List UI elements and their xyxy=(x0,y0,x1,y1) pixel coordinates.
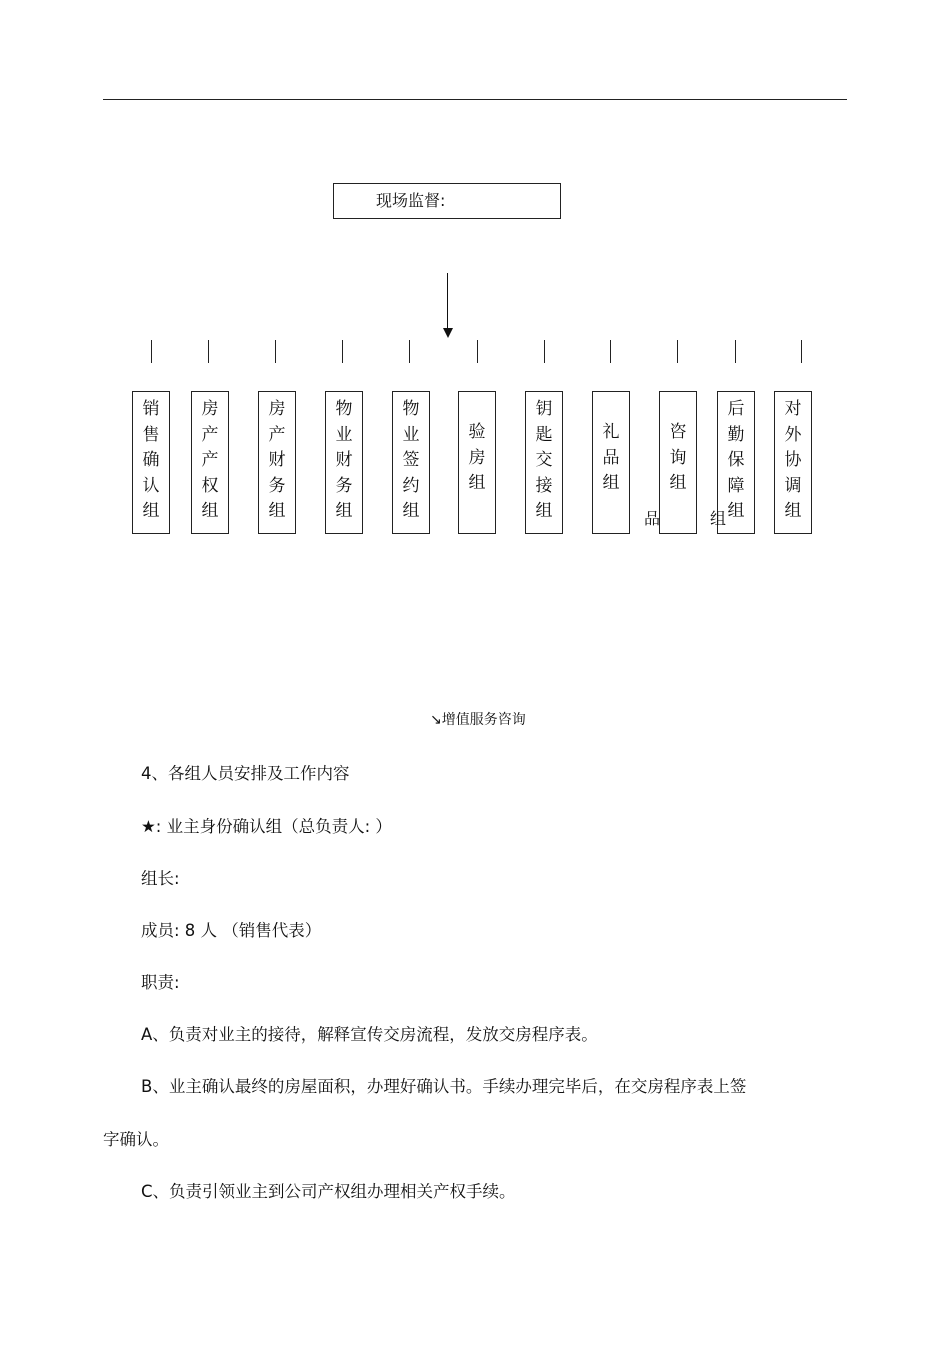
connector-tick xyxy=(677,340,678,363)
down-arrow-icon xyxy=(443,328,453,338)
leader-label: 组长: xyxy=(141,869,180,888)
group-box-property-title xyxy=(191,391,229,534)
stray-label: 品 xyxy=(644,509,661,528)
connector-tick xyxy=(275,340,276,363)
duty-a: A、负责对业主的接待，解释宣传交房流程，发放交房程序表。 xyxy=(141,1025,598,1044)
group-box-management-finance xyxy=(325,391,363,534)
duty-b-line2: 字确认。 xyxy=(103,1130,169,1149)
down-arrow-shaft xyxy=(447,273,448,329)
group-box-management-signing xyxy=(392,391,430,534)
group-box-sales-confirm xyxy=(132,391,170,534)
supervisor-label: 现场监督: xyxy=(376,191,446,210)
group-box-gifts xyxy=(592,391,630,534)
connector-tick xyxy=(735,340,736,363)
header-rule xyxy=(103,99,847,100)
duty-b-line1: B、业主确认最终的房屋面积，办理好确认书。手续办理完毕后，在交房程序表上签 xyxy=(141,1077,747,1096)
connector-tick xyxy=(151,340,152,363)
group-label: 钥匙交接组 xyxy=(535,399,553,521)
connector-tick xyxy=(544,340,545,363)
group-label: 礼品组 xyxy=(602,422,620,493)
connector-tick xyxy=(610,340,611,363)
supervisor-box xyxy=(333,183,561,219)
connector-tick xyxy=(342,340,343,363)
connector-tick xyxy=(801,340,802,363)
group-box-key-handover xyxy=(525,391,563,534)
group-box-consulting xyxy=(659,391,697,534)
members-line: 成员: 8 人 （销售代表） xyxy=(141,921,322,940)
group-label: 房产产权组 xyxy=(201,399,219,521)
section-heading: 4、各组人员安排及工作内容 xyxy=(141,764,350,783)
connector-tick xyxy=(208,340,209,363)
connector-tick xyxy=(409,340,410,363)
group-label: 对外协调组 xyxy=(784,399,802,521)
group-box-inspection xyxy=(458,391,496,534)
chart-caption: ↘增值服务咨询 xyxy=(430,712,526,728)
stray-label: 组 xyxy=(710,509,727,528)
duty-c: C、负责引领业主到公司产权组办理相关产权手续。 xyxy=(141,1182,516,1201)
group-box-external xyxy=(774,391,812,534)
group-label: 咨询组 xyxy=(669,422,687,493)
duties-label: 职责: xyxy=(141,973,180,992)
group-label: 后勤保障组 xyxy=(727,399,745,521)
group-label: 物业财务组 xyxy=(335,399,353,521)
group-title: ★: 业主身份确认组（总负责人: ） xyxy=(141,817,392,836)
group-label: 验房组 xyxy=(468,422,486,493)
group-label: 销售确认组 xyxy=(142,399,160,521)
group-label: 房产财务组 xyxy=(268,399,286,521)
group-box-property-finance xyxy=(258,391,296,534)
connector-tick xyxy=(477,340,478,363)
group-label: 物业签约组 xyxy=(402,399,420,521)
